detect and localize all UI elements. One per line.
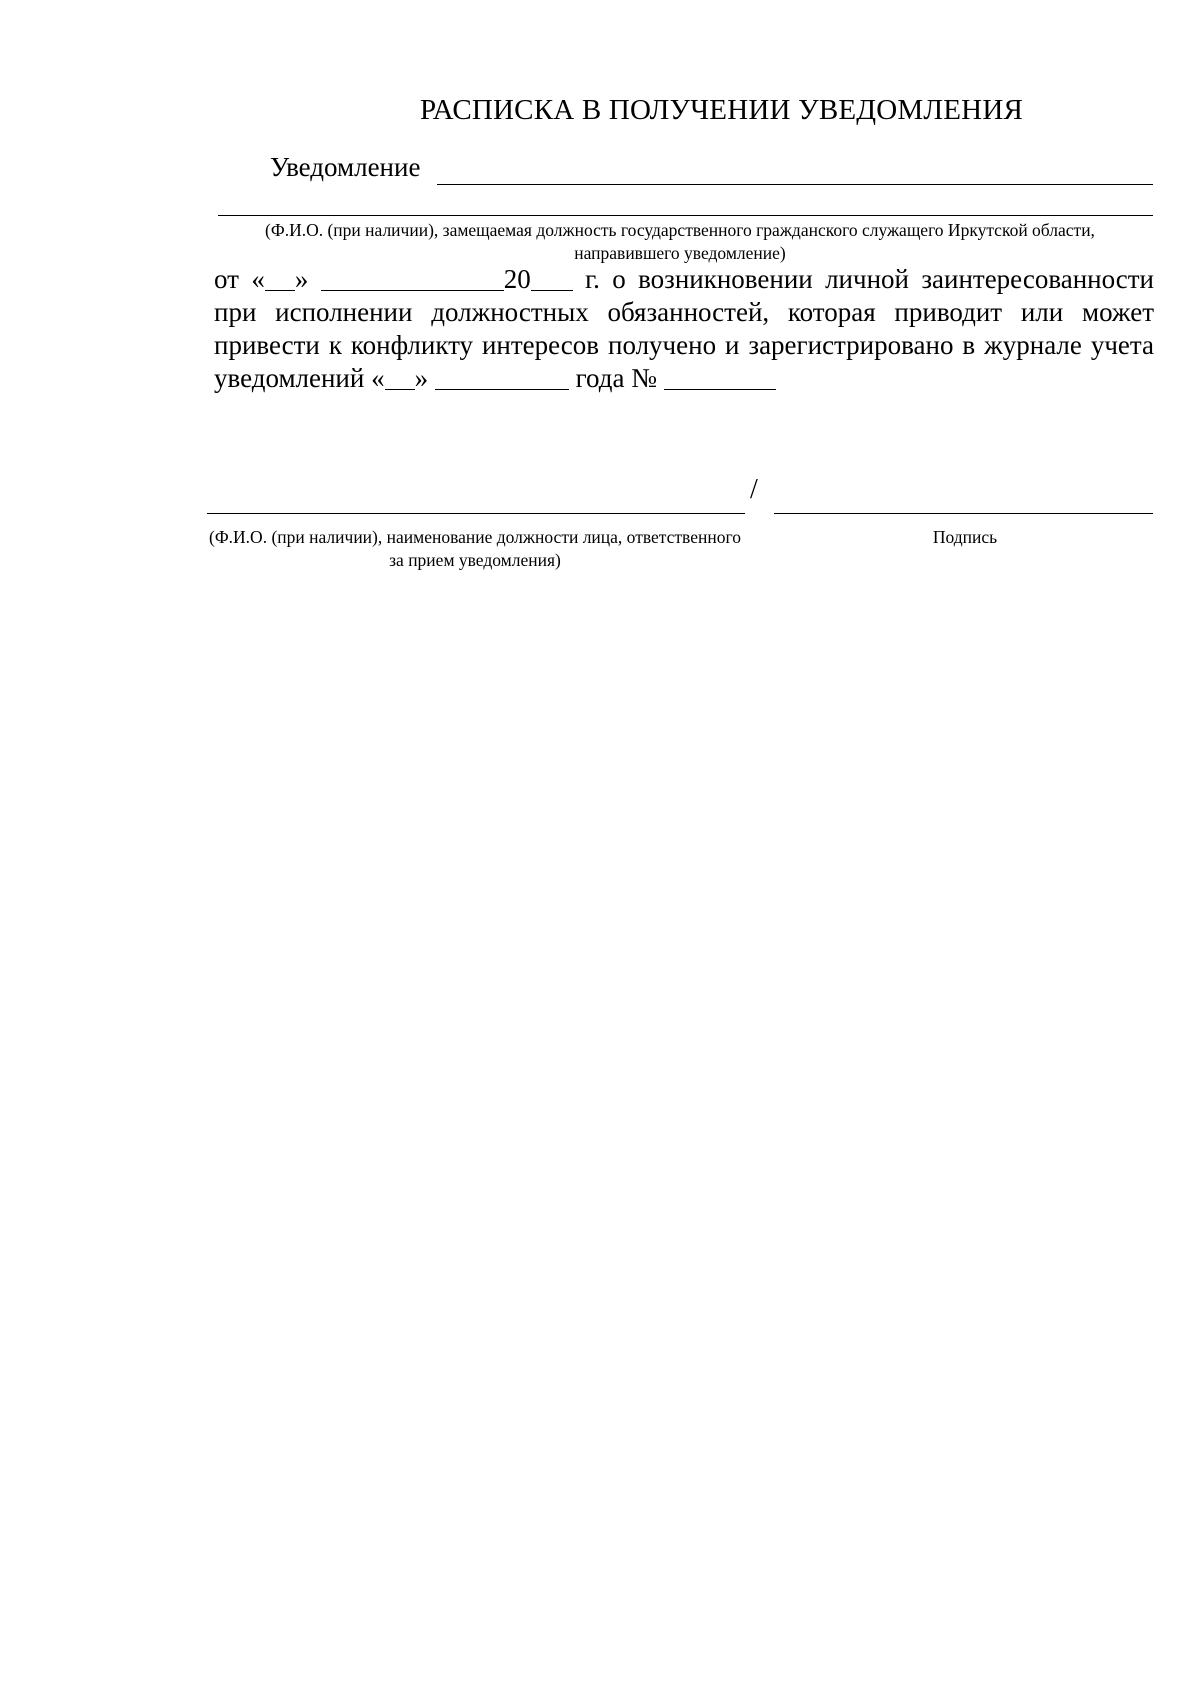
notice-fill-line — [437, 184, 1153, 185]
notifier-fill-line — [218, 215, 1153, 216]
month-blank — [321, 263, 504, 291]
responsible-fill-line — [207, 513, 745, 514]
body-text-main: г. о возникновении личной заинтересованности при исполнении должностных обязанностей, которая приводит или может привести к конфликту интересов получено и зарегистрировано в журнале учета уведомлений « — [214, 264, 1155, 393]
year-blank — [531, 263, 573, 291]
document-title: РАСПИСКА В ПОЛУЧЕНИИ УВЕДОМЛЕНИЯ — [420, 94, 1024, 126]
body-year-word: года № — [575, 363, 657, 393]
signature-fill-line — [774, 513, 1153, 514]
reg-month-blank — [435, 362, 569, 390]
signature-separator: / — [750, 474, 758, 505]
day-blank — [265, 263, 295, 291]
body-year-prefix: 20 — [503, 264, 531, 294]
notice-body — [214, 263, 1154, 395]
signature-caption: Подпись — [932, 527, 998, 547]
body-from: от « — [214, 264, 265, 294]
reg-number-blank — [664, 362, 776, 390]
notifier-caption: (Ф.И.О. (при наличии), замещаемая должность государственного гражданского служащего Иркутской области, направившего уведомление) — [265, 220, 1095, 263]
reg-day-blank — [385, 362, 415, 390]
responsible-caption: (Ф.И.О. (при наличии), наименование должности лица, ответственного за прием уведомления) — [209, 527, 741, 570]
body-quote-close-2: » — [414, 363, 429, 393]
body-quote-close: » — [294, 264, 309, 294]
notice-label: Уведомление — [270, 152, 421, 182]
